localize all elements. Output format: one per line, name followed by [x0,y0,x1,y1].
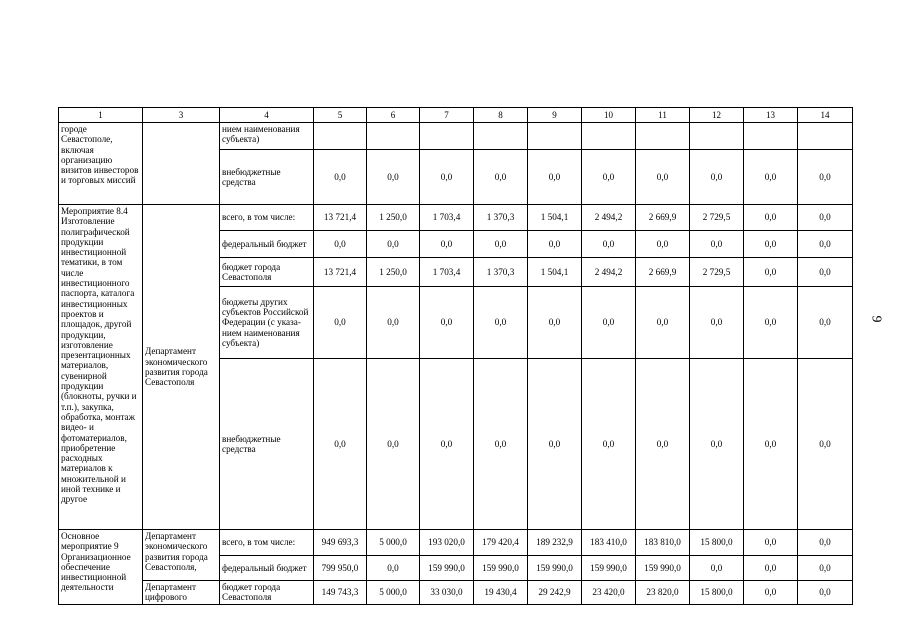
value-cell: 0,0 [420,231,474,258]
column-header: 11 [636,108,690,123]
funding-source-cell: всего, в том числе: [220,205,314,231]
value-cell: 0,0 [636,231,690,258]
value-cell: 33 030,0 [420,581,474,605]
value-cell: 2 669,9 [636,258,690,287]
budget-table [58,107,853,605]
column-header: 4 [220,108,314,123]
value-cell: 0,0 [744,150,798,205]
value-cell: 23 820,0 [636,581,690,605]
value-cell: 159 990,0 [582,556,636,581]
value-cell: 0,0 [582,231,636,258]
column-header: 3 [143,108,220,123]
value-cell: 0,0 [367,359,420,530]
value-cell: 0,0 [798,581,853,605]
value-cell: 0,0 [528,150,582,205]
value-cell: 1 504,1 [528,205,582,231]
value-cell: 0,0 [744,287,798,359]
value-cell: 799 950,0 [314,556,367,581]
value-cell: 0,0 [798,150,853,205]
value-cell: 13 721,4 [314,258,367,287]
value-cell: 0,0 [690,287,744,359]
value-cell: 0,0 [528,231,582,258]
value-cell: 0,0 [582,150,636,205]
value-cell: 0,0 [798,287,853,359]
value-cell: 1 504,1 [528,258,582,287]
value-cell: 0,0 [798,530,853,556]
value-cell: 0,0 [744,359,798,530]
value-cell: 159 990,0 [528,556,582,581]
column-header: 7 [420,108,474,123]
activity-name-cell: Мероприятие 8.4 Изготовление полиграфической продукции инвестиционной тематики, в том числе инвестиционного паспорта, каталога инвестиционных проектов и площадок, другой продукции, изготовление презентационных материалов, сувенирной продукции (блокноты, ручки и т.п.), закупка, обработка, монтаж видео- и фотоматериалов, приобретение расходных материалов к множительной и иной технике и другое [59,205,143,530]
value-cell: 0,0 [798,258,853,287]
value-cell: 0,0 [582,287,636,359]
table-row [59,530,853,556]
funding-source-cell: внебюджетные средства [220,359,314,530]
value-cell: 0,0 [474,359,528,530]
value-cell: 2 494,2 [582,258,636,287]
value-cell: 0,0 [528,359,582,530]
value-cell: 0,0 [367,231,420,258]
value-cell: 0,0 [314,150,367,205]
value-cell: 2 729,5 [690,258,744,287]
value-cell: 1 703,4 [420,258,474,287]
value-cell: 193 020,0 [420,530,474,556]
value-cell: 0,0 [690,359,744,530]
activity-name-cell: Основное мероприятие 9 Организационное обеспечение инвестиционной деятельности [59,530,143,605]
value-cell: 949 693,3 [314,530,367,556]
value-cell: 13 721,4 [314,205,367,231]
value-cell: 0,0 [474,287,528,359]
value-cell: 23 420,0 [582,581,636,605]
value-cell: 0,0 [690,556,744,581]
column-header: 1 [59,108,143,123]
value-cell: 2 729,5 [690,205,744,231]
executor-cell [143,123,220,205]
column-header: 5 [314,108,367,123]
column-header: 12 [690,108,744,123]
value-cell: 1 370,3 [474,258,528,287]
value-cell: 0,0 [314,359,367,530]
value-cell: 0,0 [474,150,528,205]
value-cell: 0,0 [690,150,744,205]
value-cell: 179 420,4 [474,530,528,556]
executor-cell: Департамент экономического развития города Севастополя, [143,530,220,581]
column-header: 10 [582,108,636,123]
table-row [59,123,853,150]
value-cell: 149 743,3 [314,581,367,605]
value-cell: 0,0 [744,581,798,605]
value-cell: 0,0 [798,556,853,581]
table-row [59,581,853,605]
funding-source-cell: нием наименования субъекта) [220,123,314,150]
executor-cell: Департамент цифрового [143,581,220,605]
column-header: 8 [474,108,528,123]
value-cell: 189 232,9 [528,530,582,556]
funding-source-cell: бюджет города Севастополя [220,581,314,605]
value-cell: 29 242,9 [528,581,582,605]
column-header: 13 [744,108,798,123]
value-cell: 0,0 [744,231,798,258]
column-header: 9 [528,108,582,123]
value-cell: 0,0 [367,150,420,205]
value-cell: 183 810,0 [636,530,690,556]
table-row [59,205,853,231]
value-cell: 0,0 [314,231,367,258]
value-cell: 183 410,0 [582,530,636,556]
value-cell: 0,0 [798,231,853,258]
value-cell: 0,0 [474,231,528,258]
value-cell: 0,0 [798,359,853,530]
funding-source-cell: бюджеты других субъектов Российской Федерации (с указа- нием наименования субъекта) [220,287,314,359]
value-cell: 19 430,4 [474,581,528,605]
value-cell: 0,0 [636,359,690,530]
value-cell: 0,0 [636,150,690,205]
funding-source-cell: внебюджетные средства [220,150,314,205]
value-cell: 0,0 [636,287,690,359]
value-cell: 0,0 [420,150,474,205]
value-cell: 0,0 [367,556,420,581]
funding-source-cell: бюджет города Севастополя [220,258,314,287]
value-cell: 0,0 [367,287,420,359]
value-cell: 0,0 [798,205,853,231]
value-cell: 5 000,0 [367,530,420,556]
value-cell: 2 669,9 [636,205,690,231]
value-cell: 159 990,0 [420,556,474,581]
value-cell: 5 000,0 [367,581,420,605]
funding-source-cell: федеральный бюджет [220,231,314,258]
header-row [59,108,853,123]
value-cell: 0,0 [690,231,744,258]
value-cell: 0,0 [744,556,798,581]
value-cell: 1 250,0 [367,205,420,231]
executor-cell: Департамент экономического развития города Севастополя [143,205,220,530]
funding-source-cell: федеральный бюджет [220,556,314,581]
value-cell: 159 990,0 [636,556,690,581]
activity-name-cell: городе Севастополе, включая организацию визитов инвесторов и торговых миссий [59,123,143,205]
page-number: 9 [868,315,884,323]
column-header: 14 [798,108,853,123]
value-cell: 0,0 [582,359,636,530]
value-cell: 1 370,3 [474,205,528,231]
value-cell: 2 494,2 [582,205,636,231]
value-cell: 159 990,0 [474,556,528,581]
value-cell: 1 250,0 [367,258,420,287]
column-header: 6 [367,108,420,123]
value-cell: 0,0 [744,205,798,231]
value-cell: 1 703,4 [420,205,474,231]
value-cell: 15 800,0 [690,530,744,556]
value-cell: 0,0 [420,359,474,530]
value-cell: 0,0 [420,287,474,359]
value-cell: 0,0 [744,258,798,287]
value-cell: 0,0 [528,287,582,359]
funding-source-cell: всего, в том числе: [220,530,314,556]
value-cell: 0,0 [744,530,798,556]
value-cell: 0,0 [314,287,367,359]
value-cell: 15 800,0 [690,581,744,605]
